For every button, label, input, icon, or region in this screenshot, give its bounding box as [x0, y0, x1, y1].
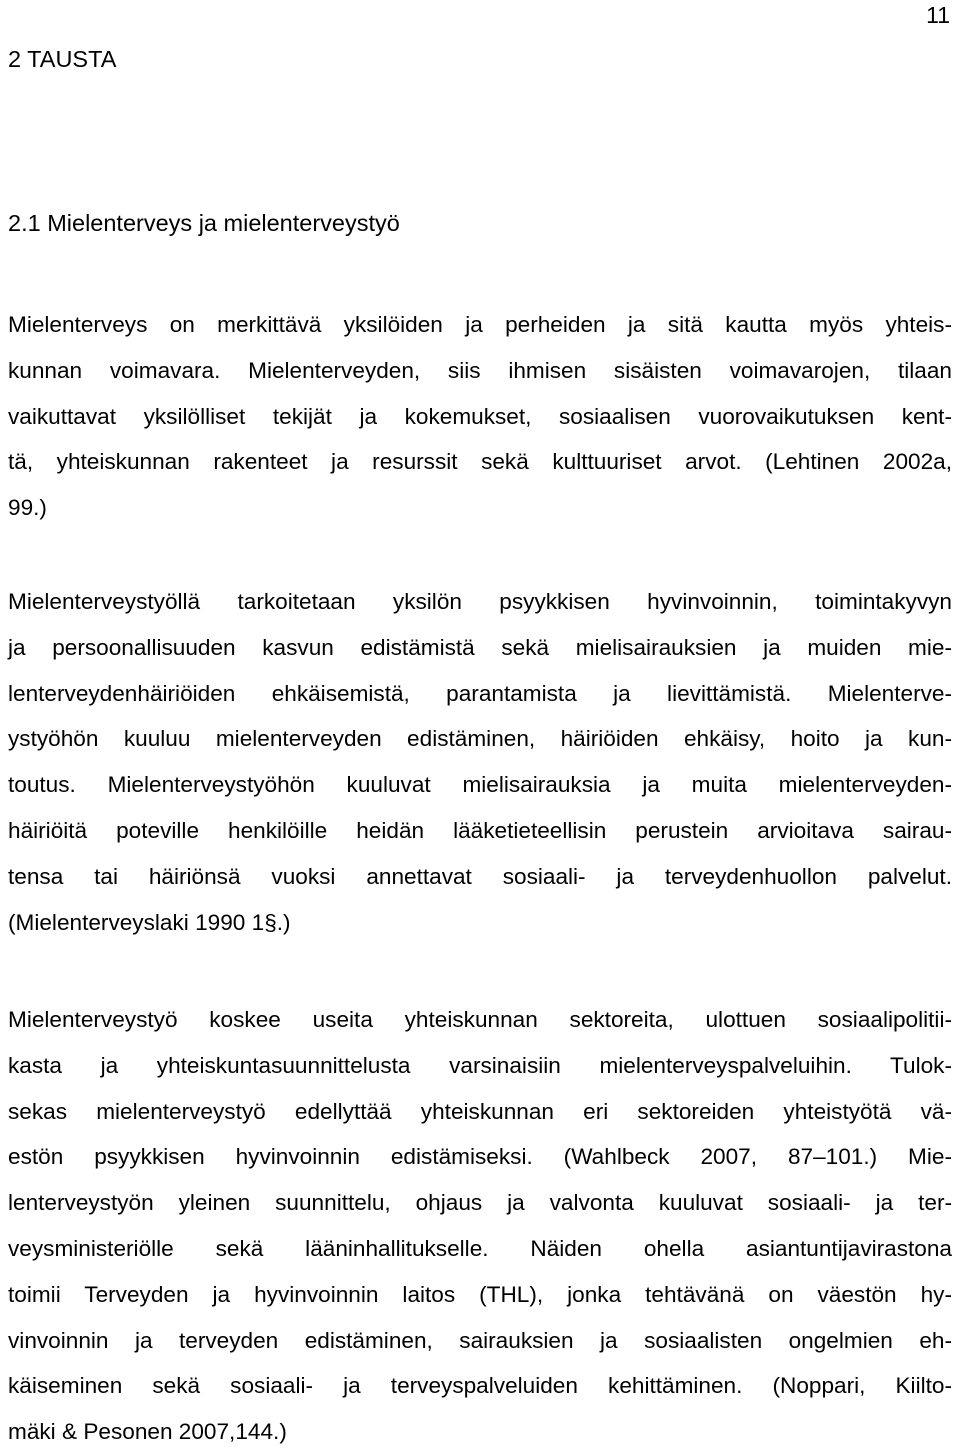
text-line: toutus. Mielenterveystyöhön kuuluvat mielisairauksia ja muita mielenterveyden-: [8, 772, 952, 798]
page-number: 11: [926, 2, 950, 28]
text-line: veysministeriölle sekä lääninhallitukselle. Näiden ohella asiantuntijavirastona: [8, 1235, 952, 1261]
text-line: lenterveystyön yleinen suunnittelu, ohjaus ja valvonta kuuluvat sosiaali- ja ter-: [8, 1190, 952, 1216]
text-line: vaikuttavat yksilölliset tekijät ja kokemukset, sosiaalisen vuorovaikutuksen kent-: [8, 403, 952, 429]
chapter-heading: 2 TAUSTA: [8, 46, 117, 72]
text-line: tä, yhteiskunnan rakenteet ja resurssit sekä kulttuuriset arvot. (Lehtinen 2002a,: [8, 449, 952, 475]
text-line: lenterveydenhäiriöiden ehkäisemistä, parantamista ja lievittämistä. Mielenterve-: [8, 680, 952, 706]
text-line: Mielenterveystyöllä tarkoitetaan yksilön psyykkisen hyvinvoinnin, toimintakyvyn: [8, 589, 952, 614]
text-line: kasta ja yhteiskuntasuunnittelusta varsinaisiin mielenterveyspalveluihin. Tulok-: [8, 1052, 952, 1078]
text-line: ja persoonallisuuden kasvun edistämistä sekä mielisairauksien ja muiden mie-: [8, 634, 952, 660]
text-line: häiriöitä poteville henkilöille heidän lääketieteellisin perustein arvioitava sairau-: [8, 817, 952, 843]
text-line: tensa tai häiriönsä vuoksi annettavat sosiaali- ja terveydenhuollon palvelut.: [8, 863, 952, 889]
text-line: (Mielenterveyslaki 1990 1§.): [8, 909, 291, 935]
text-line: Mielenterveystyö koskee useita yhteiskunnan sektoreita, ulottuen sosiaalipolitii-: [8, 1007, 952, 1032]
section-heading: 2.1 Mielenterveys ja mielenterveystyö: [8, 210, 400, 236]
text-line: toimii Terveyden ja hyvinvoinnin laitos (THL), jonka tehtävänä on väestön hy-: [8, 1281, 952, 1307]
text-line: 99.): [8, 495, 47, 521]
text-line: estön psyykkisen hyvinvoinnin edistämiseksi. (Wahlbeck 2007, 87–101.) Mie-: [8, 1144, 952, 1170]
text-line: Mielenterveys on merkittävä yksilöiden ja perheiden ja sitä kautta myös yhteis-: [8, 312, 952, 337]
body-paragraph: [8, 579, 952, 945]
text-line: sekas mielenterveystyö edellyttää yhteiskunnan eri sektoreiden yhteistyötä vä-: [8, 1098, 952, 1124]
body-paragraph: [8, 302, 952, 531]
body-paragraph: [8, 997, 952, 1455]
text-line: ystyöhön kuuluu mielenterveyden edistäminen, häiriöiden ehkäisy, hoito ja kun-: [8, 726, 952, 752]
text-line: käiseminen sekä sosiaali- ja terveyspalveluiden kehittäminen. (Noppari, Kiilto-: [8, 1373, 952, 1399]
text-line: vinvoinnin ja terveyden edistäminen, sairauksien ja sosiaalisten ongelmien eh-: [8, 1327, 952, 1353]
text-line: mäki & Pesonen 2007,144.): [8, 1419, 287, 1445]
text-line: kunnan voimavara. Mielenterveyden, siis ihmisen sisäisten voimavarojen, tilaan: [8, 357, 952, 383]
